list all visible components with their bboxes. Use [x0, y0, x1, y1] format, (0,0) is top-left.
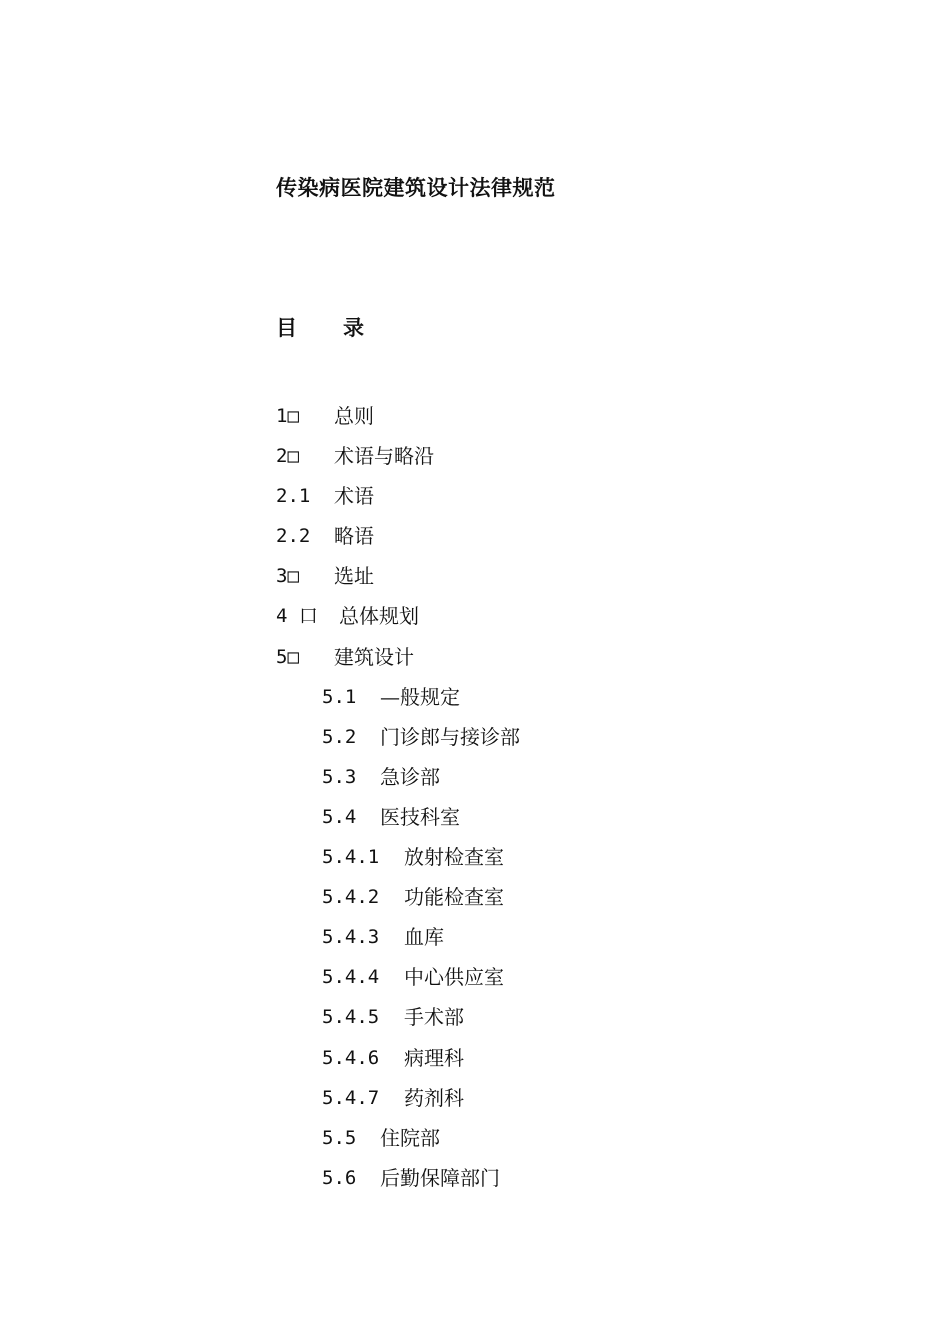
toc-entry-number: 5.4.1: [322, 846, 380, 869]
toc-entry[interactable]: [276, 440, 520, 480]
toc-entry-number: 5.5: [322, 1126, 357, 1149]
toc-entry-number: 5.4: [322, 805, 357, 828]
toc-heading-right: 录: [343, 315, 364, 340]
toc-entry-label: 急诊部: [380, 764, 440, 789]
toc-entry-label: 选址: [334, 564, 374, 589]
toc-entry-number: 5.1: [322, 685, 357, 708]
table-of-contents: [276, 400, 520, 1202]
toc-entry-label: 总体规划: [339, 604, 419, 629]
toc-entry-number: 5.4.3: [322, 926, 380, 949]
toc-entry[interactable]: [276, 560, 520, 600]
toc-entry[interactable]: [276, 600, 520, 640]
toc-entry-number: 2□: [276, 445, 299, 468]
toc-entry-number: 3□: [276, 565, 299, 588]
toc-entry-number: 5.4.2: [322, 886, 380, 909]
toc-entry[interactable]: [276, 1082, 520, 1122]
toc-entry-label: 术语: [334, 484, 374, 509]
toc-entry[interactable]: [276, 480, 520, 520]
toc-entry[interactable]: [276, 761, 520, 801]
toc-entry-number: 2.2: [276, 525, 311, 548]
toc-entry[interactable]: [276, 400, 520, 440]
toc-entry-label: 血库: [404, 925, 444, 950]
toc-entry[interactable]: [276, 1042, 520, 1082]
document-title: 传染病医院建筑设计法律规范: [276, 175, 556, 200]
toc-entry[interactable]: [276, 921, 520, 961]
toc-entry[interactable]: [276, 1001, 520, 1041]
toc-entry-number: 5.2: [322, 725, 357, 748]
toc-entry-number: 5.4.5: [322, 1006, 380, 1029]
toc-entry-label: 手术部: [404, 1005, 464, 1030]
toc-entry-label: 术语与略沿: [334, 444, 434, 469]
toc-entry[interactable]: [276, 961, 520, 1001]
toc-entry-label: 放射检查室: [404, 845, 504, 870]
toc-entry[interactable]: [276, 681, 520, 721]
toc-heading: [276, 312, 364, 342]
toc-entry-label: 住院部: [380, 1125, 440, 1150]
toc-entry[interactable]: [276, 1122, 520, 1162]
toc-entry[interactable]: [276, 801, 520, 841]
toc-heading-left: 目: [276, 315, 297, 340]
toc-entry-number: 5.6: [322, 1166, 357, 1189]
toc-entry-label: 总则: [334, 404, 374, 428]
toc-entry-number: 5.4.7: [322, 1086, 380, 1109]
toc-entry-label: 药剂科: [404, 1085, 464, 1110]
toc-entry-label: —般规定: [380, 684, 460, 709]
toc-entry[interactable]: [276, 721, 520, 761]
toc-entry[interactable]: [276, 881, 520, 921]
toc-entry-label: 中心供应室: [404, 965, 504, 990]
toc-entry-number: 5.4.4: [322, 966, 380, 989]
toc-entry-label: 医技科室: [380, 804, 460, 829]
toc-entry-label: 略语: [334, 524, 374, 549]
toc-entry-label: 病理科: [404, 1045, 464, 1070]
toc-entry-number: 5.3: [322, 765, 357, 788]
toc-entry[interactable]: [276, 1162, 520, 1202]
toc-entry[interactable]: [276, 641, 520, 681]
toc-entry-number: 2.1: [276, 485, 311, 508]
toc-entry-number: 5□: [276, 645, 299, 668]
toc-entry-number: 4 口: [276, 605, 318, 628]
toc-entry[interactable]: [276, 520, 520, 560]
toc-entry-label: 建筑设计: [334, 644, 414, 669]
toc-entry[interactable]: [276, 841, 520, 881]
toc-entry-number: 5.4.6: [322, 1046, 380, 1069]
toc-entry-label: 门诊郎与接诊部: [380, 724, 520, 749]
toc-entry-label: 功能检查室: [404, 885, 504, 910]
toc-entry-label: 后勤保障部门: [380, 1165, 500, 1190]
toc-entry-number: 1□: [276, 405, 299, 427]
